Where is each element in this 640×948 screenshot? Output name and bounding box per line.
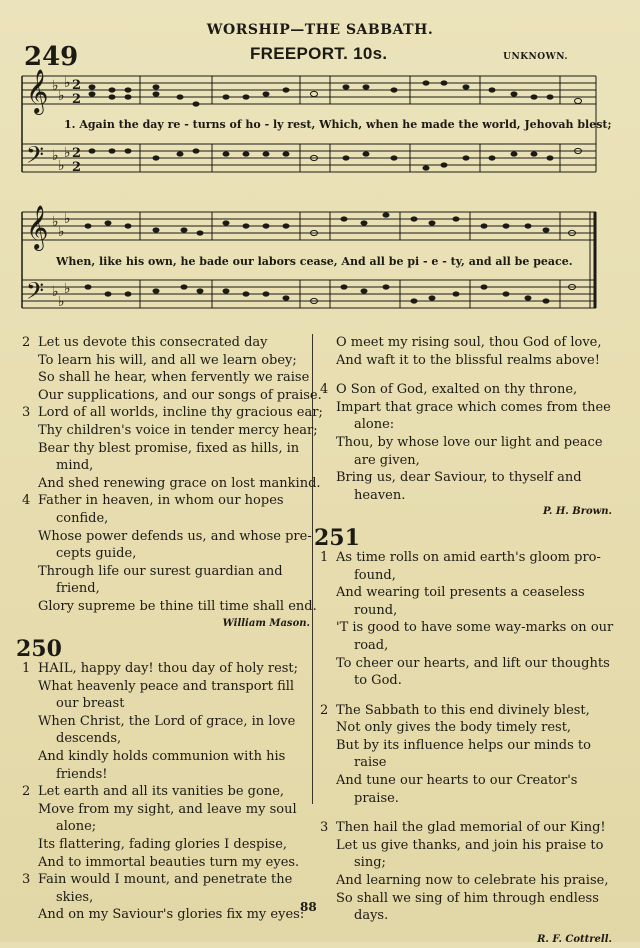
verse-line: heaven.: [354, 487, 406, 503]
verse-line: Move from my sight, and leave my soul: [38, 801, 297, 817]
verse-line: found,: [354, 567, 396, 583]
staff-bass-1: [22, 144, 596, 172]
composer: UNKNOWN.: [503, 52, 568, 62]
verse-line: When Christ, the Lord of grace, in love: [38, 713, 296, 729]
verse-line: 4 O Son of God, exalted on thy throne,: [320, 382, 578, 398]
verse-line: To cheer our hearts, and lift our thoughts: [336, 655, 610, 671]
verse-line: 2 Let us devote this consecrated day: [22, 335, 268, 350]
verse-line: our breast: [56, 696, 125, 712]
svg-text:♭: ♭: [58, 88, 65, 104]
verse-line: round,: [354, 602, 398, 618]
verse-line: to God.: [354, 673, 402, 689]
verse-line: friends!: [56, 766, 108, 782]
verse-line: Whose power defends us, and whose pre-: [38, 528, 312, 544]
verse-line: praise.: [354, 790, 399, 806]
svg-text:2: 2: [72, 78, 82, 93]
treble-clef-icon: 𝄞: [26, 205, 49, 249]
verse-line: And to immortal beauties turn my eyes.: [38, 854, 300, 870]
verse-line: 'T is good to have some way-marks on our: [336, 620, 614, 636]
verse-line: Let us give thanks, and join his praise to: [336, 837, 604, 853]
svg-text:♭: ♭: [52, 284, 59, 300]
lyric-line-1: 1. Again the day re - turns of ho - ly rest, Which, when he made the world, Jehovah blest;: [64, 118, 612, 131]
verse-line: sing;: [354, 855, 386, 871]
verse-line: descends,: [56, 731, 122, 747]
verse-line: Thy children's voice in tender mercy hear;: [38, 422, 318, 438]
verse-line: And shed renewing grace on lost mankind.: [38, 475, 321, 491]
svg-text:♭: ♭: [52, 214, 59, 230]
svg-text:♭: ♭: [64, 75, 71, 91]
svg-text:♭: ♭: [64, 211, 71, 227]
running-head: WORSHIP—THE SABBATH.: [206, 22, 434, 38]
verse-line: So shall he hear, when fervently we raise: [38, 370, 310, 386]
verse-line: And tune our hearts to our Creator's: [336, 773, 578, 789]
page-number: 88: [300, 900, 317, 914]
attribution: R. F. Cottrell.: [537, 933, 612, 945]
verse-line: And on my Saviour's glories fix my eyes:: [38, 907, 305, 923]
svg-text:2: 2: [72, 146, 82, 161]
verse-line: alone:: [354, 417, 395, 433]
verse-line: Its flattering, fading glories I despise,: [38, 837, 288, 853]
verse-line: O meet my rising soul, thou God of love,: [336, 335, 602, 350]
music-score: [0, 60, 640, 330]
verse-line: Bring us, dear Saviour, to thyself and: [336, 470, 582, 486]
verse-line: mind,: [56, 458, 94, 474]
bass-clef-icon: 𝄢: [26, 277, 45, 310]
right-column: [314, 334, 614, 948]
verse-line: Thou, by whose love our light and peace: [336, 434, 603, 450]
verse-line: road,: [354, 637, 389, 653]
hymn-number-250: 250: [16, 636, 62, 663]
svg-text:2: 2: [72, 160, 82, 175]
verse-line: Glory supreme be thine till time shall end.: [38, 598, 317, 614]
hymn-number-251: 251: [314, 524, 360, 551]
verse-line: cepts guide,: [56, 546, 137, 562]
treble-clef-icon: 𝄞: [26, 69, 49, 113]
verse-line: 2 The Sabbath to this end divinely blest,: [320, 702, 590, 718]
tune-name: FREEPORT. 10s.: [250, 44, 388, 63]
verse-line: And learning now to celebrate his praise,: [336, 873, 609, 889]
left-column: [16, 334, 323, 924]
svg-text:♭: ♭: [58, 294, 65, 310]
hymn-number-249: 249: [24, 42, 79, 72]
verse-line: What heavenly peace and transport fill: [38, 678, 295, 694]
attribution: William Mason.: [222, 617, 310, 629]
verse-line: Our supplications, and our songs of praise.: [38, 387, 322, 403]
verse-line: days.: [354, 908, 389, 924]
verse-line: 3 Fain would I mount, and penetrate the: [22, 872, 293, 888]
verse-line: confide,: [56, 510, 109, 526]
bass-clef-icon: 𝄢: [26, 141, 45, 174]
staff-treble-1: [22, 76, 596, 104]
verse-line: 2 Let earth and all its vanities be gone,: [22, 784, 285, 800]
verse-line: 3 Then hail the glad memorial of our King!: [320, 820, 606, 836]
staff-treble-2: [22, 212, 596, 240]
verse-line: alone;: [56, 819, 97, 835]
verse-line: Not only gives the body timely rest,: [336, 720, 572, 736]
verse-line: 1 HAIL, happy day! thou day of holy rest;: [22, 661, 299, 677]
verse-line: raise: [354, 755, 387, 771]
verse-line: And waft it to the blissful realms above!: [336, 352, 600, 368]
verse-line: are given,: [354, 452, 420, 468]
verse-line: Through life our surest guardian and: [38, 563, 283, 579]
verse-line: 1 As time rolls on amid earth's gloom pro-: [320, 549, 601, 565]
verse-line: But by its influence helps our minds to: [336, 737, 591, 753]
verse-line: So shall we sing of him through endless: [336, 890, 599, 906]
verse-line: To learn his will, and all we learn obey;: [38, 352, 297, 368]
svg-text:2: 2: [72, 92, 82, 107]
verse-line: Bear thy blest promise, fixed as hills, in: [38, 440, 300, 456]
verse-line: 3 Lord of all worlds, incline thy gracious ear;: [22, 405, 323, 421]
svg-text:♭: ♭: [64, 145, 71, 161]
svg-text:♭: ♭: [52, 78, 59, 94]
lyric-line-2: When, like his own, he bade our labors cease, And all be pi - e - ty, and all be peace.: [56, 255, 573, 268]
svg-text:♭: ♭: [58, 158, 65, 174]
verse-line: And wearing toil presents a ceaseless: [336, 585, 585, 601]
verse-line: And kindly holds communion with his: [38, 749, 286, 765]
verse-line: 4 Father in heaven, in whom our hopes: [22, 493, 284, 509]
attribution: P. H. Brown.: [543, 506, 612, 518]
verse-line: friend,: [56, 581, 100, 597]
svg-text:♭: ♭: [64, 281, 71, 297]
verse-line: Impart that grace which comes from thee: [336, 399, 611, 415]
svg-text:♭: ♭: [52, 148, 59, 164]
svg-text:♭: ♭: [58, 224, 65, 240]
verse-line: skies,: [56, 889, 94, 905]
